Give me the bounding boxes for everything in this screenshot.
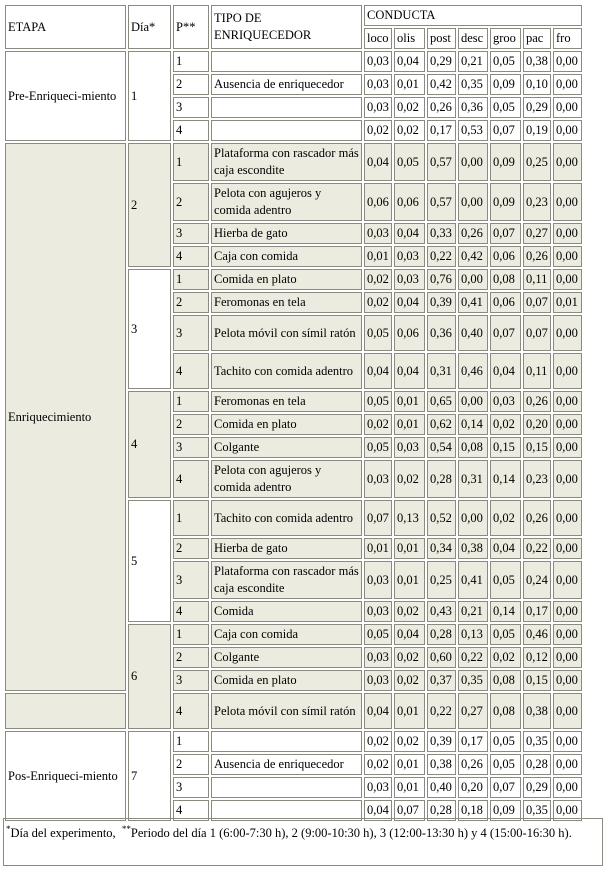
value-cell: 0,20 bbox=[458, 777, 488, 798]
period-cell: 4 bbox=[173, 800, 209, 821]
value-cell: 0,04 bbox=[394, 223, 425, 244]
value-cell: 0,04 bbox=[364, 353, 392, 389]
value-cell: 0,11 bbox=[523, 353, 551, 389]
value-cell: 0,22 bbox=[427, 693, 456, 729]
value-cell: 0,22 bbox=[458, 647, 488, 668]
value-cell: 0,00 bbox=[458, 269, 488, 290]
value-cell: 0,01 bbox=[394, 74, 425, 95]
value-cell: 0,01 bbox=[553, 292, 582, 313]
enrichment-cell: Plataforma con rascador más caja escondite bbox=[211, 143, 362, 181]
value-cell: 0,35 bbox=[523, 800, 551, 821]
header-col: pac bbox=[523, 28, 551, 49]
value-cell: 0,07 bbox=[394, 800, 425, 821]
day-cell: 4 bbox=[128, 391, 171, 498]
value-cell: 0,00 bbox=[553, 601, 582, 622]
header-etapa: ETAPA bbox=[5, 5, 126, 49]
value-cell: 0,00 bbox=[553, 414, 582, 435]
value-cell: 0,35 bbox=[523, 731, 551, 752]
value-cell: 0,08 bbox=[490, 269, 521, 290]
value-cell: 0,06 bbox=[490, 246, 521, 267]
period-cell: 4 bbox=[173, 693, 209, 729]
enrichment-cell bbox=[211, 120, 362, 141]
value-cell: 0,09 bbox=[490, 143, 521, 181]
value-cell: 0,57 bbox=[427, 143, 456, 181]
value-cell: 0,15 bbox=[490, 437, 521, 458]
value-cell: 0,05 bbox=[490, 731, 521, 752]
value-cell: 0,04 bbox=[364, 800, 392, 821]
header-col: groo bbox=[490, 28, 521, 49]
period-cell: 3 bbox=[173, 223, 209, 244]
period-cell: 3 bbox=[173, 97, 209, 118]
value-cell: 0,04 bbox=[490, 538, 521, 559]
period-cell: 4 bbox=[173, 246, 209, 267]
value-cell: 0,20 bbox=[523, 414, 551, 435]
value-cell: 0,09 bbox=[490, 800, 521, 821]
enrichment-cell: Caja con comida bbox=[211, 246, 362, 267]
value-cell: 0,28 bbox=[427, 800, 456, 821]
value-cell: 0,41 bbox=[458, 561, 488, 599]
value-cell: 0,10 bbox=[523, 74, 551, 95]
header-tipo: TIPO DE ENRIQUECEDOR bbox=[211, 5, 362, 49]
value-cell: 0,03 bbox=[364, 670, 392, 691]
value-cell: 0,31 bbox=[458, 460, 488, 498]
header-col: desc bbox=[458, 28, 488, 49]
enrichment-cell: Tachito con comida adentro bbox=[211, 500, 362, 536]
value-cell: 0,01 bbox=[394, 561, 425, 599]
value-cell: 0,02 bbox=[364, 120, 392, 141]
value-cell: 0,00 bbox=[553, 74, 582, 95]
value-cell: 0,02 bbox=[490, 647, 521, 668]
value-cell: 0,00 bbox=[553, 647, 582, 668]
value-cell: 0,29 bbox=[427, 51, 456, 72]
value-cell: 0,09 bbox=[490, 183, 521, 221]
value-cell: 0,00 bbox=[553, 183, 582, 221]
enrichment-cell: Pelota con agujeros y comida adentro bbox=[211, 183, 362, 221]
value-cell: 0,05 bbox=[364, 624, 392, 645]
value-cell: 0,17 bbox=[458, 731, 488, 752]
value-cell: 0,00 bbox=[553, 51, 582, 72]
value-cell: 0,29 bbox=[523, 97, 551, 118]
value-cell: 0,02 bbox=[394, 731, 425, 752]
value-cell: 0,14 bbox=[458, 414, 488, 435]
value-cell: 0,04 bbox=[394, 292, 425, 313]
value-cell: 0,06 bbox=[394, 183, 425, 221]
value-cell: 0,02 bbox=[394, 601, 425, 622]
enrichment-cell bbox=[211, 731, 362, 752]
value-cell: 0,01 bbox=[394, 693, 425, 729]
period-cell: 4 bbox=[173, 120, 209, 141]
value-cell: 0,03 bbox=[364, 561, 392, 599]
value-cell: 0,03 bbox=[490, 391, 521, 412]
enrichment-cell bbox=[211, 97, 362, 118]
value-cell: 0,14 bbox=[490, 460, 521, 498]
value-cell: 0,04 bbox=[394, 353, 425, 389]
value-cell: 0,28 bbox=[523, 754, 551, 775]
value-cell: 0,00 bbox=[553, 500, 582, 536]
value-cell: 0,02 bbox=[364, 731, 392, 752]
value-cell: 0,39 bbox=[427, 731, 456, 752]
value-cell: 0,13 bbox=[458, 624, 488, 645]
footnote-text: Día del experimento, bbox=[10, 826, 116, 841]
day-cell: 7 bbox=[128, 731, 171, 821]
enrichment-cell: Comida en plato bbox=[211, 414, 362, 435]
value-cell: 0,26 bbox=[458, 754, 488, 775]
value-cell: 0,26 bbox=[523, 246, 551, 267]
value-cell: 0,07 bbox=[490, 120, 521, 141]
value-cell: 0,53 bbox=[458, 120, 488, 141]
period-cell: 2 bbox=[173, 74, 209, 95]
period-cell: 3 bbox=[173, 315, 209, 351]
enrichment-cell bbox=[211, 777, 362, 798]
table-row bbox=[5, 51, 582, 72]
value-cell: 0,26 bbox=[523, 391, 551, 412]
value-cell: 0,31 bbox=[427, 353, 456, 389]
value-cell: 0,24 bbox=[523, 561, 551, 599]
value-cell: 0,28 bbox=[427, 460, 456, 498]
enrichment-cell: Comida en plato bbox=[211, 269, 362, 290]
period-cell: 1 bbox=[173, 500, 209, 536]
value-cell: 0,15 bbox=[523, 437, 551, 458]
value-cell: 0,00 bbox=[458, 391, 488, 412]
value-cell: 0,00 bbox=[553, 223, 582, 244]
period-cell: 4 bbox=[173, 460, 209, 498]
footnote-mark: * bbox=[6, 824, 11, 834]
period-cell: 2 bbox=[173, 183, 209, 221]
period-cell: 3 bbox=[173, 670, 209, 691]
value-cell: 0,40 bbox=[458, 315, 488, 351]
value-cell: 0,04 bbox=[394, 51, 425, 72]
footnote-text: Periodo del día 1 (6:00-7:30 h), 2 (9:00-10:30 h), 3 (12:00-13:30 h) y 4 (15:00-16:30 h). bbox=[130, 826, 572, 841]
value-cell: 0,12 bbox=[523, 647, 551, 668]
value-cell: 0,76 bbox=[427, 269, 456, 290]
value-cell: 0,00 bbox=[553, 315, 582, 351]
value-cell: 0,13 bbox=[394, 500, 425, 536]
header-col: loco bbox=[364, 28, 392, 49]
stage-cell bbox=[5, 693, 126, 729]
period-cell: 2 bbox=[173, 414, 209, 435]
enrichment-cell: Feromonas en tela bbox=[211, 292, 362, 313]
value-cell: 0,05 bbox=[490, 624, 521, 645]
value-cell: 0,00 bbox=[553, 391, 582, 412]
header-col: fro bbox=[553, 28, 582, 49]
value-cell: 0,40 bbox=[427, 777, 456, 798]
value-cell: 0,60 bbox=[427, 647, 456, 668]
value-cell: 0,03 bbox=[364, 460, 392, 498]
value-cell: 0,03 bbox=[364, 601, 392, 622]
value-cell: 0,65 bbox=[427, 391, 456, 412]
value-cell: 0,35 bbox=[458, 670, 488, 691]
enrichment-cell: Pelota móvil con símil ratón bbox=[211, 315, 362, 351]
value-cell: 0,35 bbox=[458, 74, 488, 95]
value-cell: 0,05 bbox=[490, 561, 521, 599]
enrichment-cell: Comida bbox=[211, 601, 362, 622]
period-cell: 1 bbox=[173, 269, 209, 290]
value-cell: 0,07 bbox=[490, 777, 521, 798]
value-cell: 0,09 bbox=[490, 74, 521, 95]
value-cell: 0,00 bbox=[553, 97, 582, 118]
value-cell: 0,00 bbox=[553, 460, 582, 498]
value-cell: 0,25 bbox=[427, 561, 456, 599]
value-cell: 0,03 bbox=[364, 223, 392, 244]
value-cell: 0,43 bbox=[427, 601, 456, 622]
value-cell: 0,14 bbox=[490, 601, 521, 622]
value-cell: 0,36 bbox=[458, 97, 488, 118]
value-cell: 0,05 bbox=[364, 437, 392, 458]
enrichment-cell: Pelota con agujeros y comida adentro bbox=[211, 460, 362, 498]
period-cell: 2 bbox=[173, 292, 209, 313]
value-cell: 0,00 bbox=[553, 624, 582, 645]
value-cell: 0,02 bbox=[364, 414, 392, 435]
enrichment-cell: Tachito con comida adentro bbox=[211, 353, 362, 389]
table-row bbox=[5, 693, 582, 729]
enrichment-cell: Colgante bbox=[211, 647, 362, 668]
period-cell: 3 bbox=[173, 561, 209, 599]
enrichment-cell: Caja con comida bbox=[211, 624, 362, 645]
value-cell: 0,02 bbox=[394, 120, 425, 141]
period-cell: 3 bbox=[173, 437, 209, 458]
value-cell: 0,22 bbox=[427, 246, 456, 267]
period-cell: 2 bbox=[173, 647, 209, 668]
value-cell: 0,00 bbox=[553, 120, 582, 141]
value-cell: 0,00 bbox=[553, 693, 582, 729]
value-cell: 0,00 bbox=[553, 800, 582, 821]
header-p: P** bbox=[173, 5, 209, 49]
value-cell: 0,00 bbox=[553, 670, 582, 691]
value-cell: 0,18 bbox=[458, 800, 488, 821]
value-cell: 0,03 bbox=[364, 74, 392, 95]
value-cell: 0,01 bbox=[394, 777, 425, 798]
day-cell: 3 bbox=[128, 269, 171, 389]
table-row bbox=[5, 143, 582, 181]
value-cell: 0,38 bbox=[427, 754, 456, 775]
enrichment-cell bbox=[211, 51, 362, 72]
value-cell: 0,11 bbox=[523, 269, 551, 290]
stage-cell: Enriquecimiento bbox=[5, 143, 126, 691]
value-cell: 0,29 bbox=[523, 777, 551, 798]
value-cell: 0,07 bbox=[523, 292, 551, 313]
enrichment-cell: Ausencia de enriquecedor bbox=[211, 74, 362, 95]
day-cell: 1 bbox=[128, 51, 171, 141]
value-cell: 0,42 bbox=[427, 74, 456, 95]
table-row bbox=[5, 731, 582, 752]
period-cell: 2 bbox=[173, 538, 209, 559]
value-cell: 0,46 bbox=[458, 353, 488, 389]
day-cell: 2 bbox=[128, 143, 171, 267]
enrichment-cell: Colgante bbox=[211, 437, 362, 458]
value-cell: 0,02 bbox=[364, 292, 392, 313]
table-body bbox=[5, 5, 582, 821]
enrichment-cell: Plataforma con rascador más caja escondite bbox=[211, 561, 362, 599]
value-cell: 0,03 bbox=[364, 647, 392, 668]
period-cell: 1 bbox=[173, 143, 209, 181]
value-cell: 0,57 bbox=[427, 183, 456, 221]
value-cell: 0,02 bbox=[490, 500, 521, 536]
value-cell: 0,17 bbox=[523, 601, 551, 622]
value-cell: 0,02 bbox=[490, 414, 521, 435]
value-cell: 0,27 bbox=[523, 223, 551, 244]
value-cell: 0,23 bbox=[523, 183, 551, 221]
period-cell: 1 bbox=[173, 624, 209, 645]
value-cell: 0,07 bbox=[364, 500, 392, 536]
period-cell: 1 bbox=[173, 731, 209, 752]
enrichment-cell: Comida en plato bbox=[211, 670, 362, 691]
value-cell: 0,08 bbox=[490, 670, 521, 691]
value-cell: 0,03 bbox=[394, 269, 425, 290]
period-cell: 1 bbox=[173, 51, 209, 72]
value-cell: 0,02 bbox=[364, 754, 392, 775]
enrichment-cell: Hierba de gato bbox=[211, 223, 362, 244]
value-cell: 0,00 bbox=[553, 269, 582, 290]
value-cell: 0,21 bbox=[458, 601, 488, 622]
value-cell: 0,15 bbox=[523, 670, 551, 691]
value-cell: 0,05 bbox=[490, 97, 521, 118]
value-cell: 0,05 bbox=[490, 754, 521, 775]
value-cell: 0,03 bbox=[394, 246, 425, 267]
value-cell: 0,41 bbox=[458, 292, 488, 313]
enrichment-cell: Hierba de gato bbox=[211, 538, 362, 559]
value-cell: 0,28 bbox=[427, 624, 456, 645]
value-cell: 0,05 bbox=[394, 143, 425, 181]
value-cell: 0,04 bbox=[364, 693, 392, 729]
value-cell: 0,00 bbox=[553, 754, 582, 775]
value-cell: 0,07 bbox=[490, 315, 521, 351]
value-cell: 0,00 bbox=[553, 437, 582, 458]
period-cell: 3 bbox=[173, 777, 209, 798]
value-cell: 0,38 bbox=[458, 538, 488, 559]
value-cell: 0,02 bbox=[394, 647, 425, 668]
period-cell: 4 bbox=[173, 353, 209, 389]
period-cell: 1 bbox=[173, 391, 209, 412]
value-cell: 0,04 bbox=[394, 624, 425, 645]
value-cell: 0,00 bbox=[553, 143, 582, 181]
value-cell: 0,22 bbox=[523, 538, 551, 559]
value-cell: 0,25 bbox=[523, 143, 551, 181]
value-cell: 0,42 bbox=[458, 246, 488, 267]
value-cell: 0,38 bbox=[523, 51, 551, 72]
stage-cell: Pos-Enriqueci-miento bbox=[5, 731, 126, 821]
value-cell: 0,03 bbox=[364, 97, 392, 118]
header-conducta: CONDUCTA bbox=[364, 5, 582, 26]
value-cell: 0,02 bbox=[394, 460, 425, 498]
value-cell: 0,04 bbox=[364, 143, 392, 181]
value-cell: 0,01 bbox=[394, 754, 425, 775]
enrichment-cell: Ausencia de enriquecedor bbox=[211, 754, 362, 775]
value-cell: 0,08 bbox=[490, 693, 521, 729]
value-cell: 0,52 bbox=[427, 500, 456, 536]
day-cell: 6 bbox=[128, 624, 171, 729]
enrichment-cell: Feromonas en tela bbox=[211, 391, 362, 412]
value-cell: 0,37 bbox=[427, 670, 456, 691]
value-cell: 0,33 bbox=[427, 223, 456, 244]
value-cell: 0,02 bbox=[394, 670, 425, 691]
value-cell: 0,01 bbox=[394, 538, 425, 559]
value-cell: 0,23 bbox=[523, 460, 551, 498]
value-cell: 0,07 bbox=[523, 315, 551, 351]
value-cell: 0,38 bbox=[523, 693, 551, 729]
value-cell: 0,03 bbox=[394, 437, 425, 458]
stage-cell: Pre-Enriqueci-miento bbox=[5, 51, 126, 141]
value-cell: 0,17 bbox=[427, 120, 456, 141]
value-cell: 0,06 bbox=[490, 292, 521, 313]
value-cell: 0,36 bbox=[427, 315, 456, 351]
value-cell: 0,01 bbox=[364, 246, 392, 267]
value-cell: 0,02 bbox=[394, 97, 425, 118]
value-cell: 0,54 bbox=[427, 437, 456, 458]
value-cell: 0,06 bbox=[364, 183, 392, 221]
value-cell: 0,34 bbox=[427, 538, 456, 559]
value-cell: 0,39 bbox=[427, 292, 456, 313]
value-cell: 0,01 bbox=[364, 538, 392, 559]
value-cell: 0,07 bbox=[490, 223, 521, 244]
value-cell: 0,08 bbox=[458, 437, 488, 458]
enrichment-cell: Pelota móvil con símil ratón bbox=[211, 693, 362, 729]
day-cell: 5 bbox=[128, 500, 171, 622]
period-cell: 4 bbox=[173, 601, 209, 622]
footnote bbox=[3, 818, 603, 866]
value-cell: 0,01 bbox=[394, 391, 425, 412]
value-cell: 0,26 bbox=[427, 97, 456, 118]
conduct-table bbox=[3, 3, 584, 823]
value-cell: 0,00 bbox=[553, 731, 582, 752]
value-cell: 0,06 bbox=[394, 315, 425, 351]
header-dia: Día* bbox=[128, 5, 171, 49]
value-cell: 0,04 bbox=[490, 353, 521, 389]
value-cell: 0,26 bbox=[458, 223, 488, 244]
value-cell: 0,00 bbox=[553, 353, 582, 389]
value-cell: 0,03 bbox=[364, 51, 392, 72]
value-cell: 0,03 bbox=[364, 777, 392, 798]
value-cell: 0,00 bbox=[553, 561, 582, 599]
value-cell: 0,00 bbox=[458, 183, 488, 221]
value-cell: 0,02 bbox=[364, 269, 392, 290]
value-cell: 0,00 bbox=[458, 500, 488, 536]
value-cell: 0,00 bbox=[458, 143, 488, 181]
footnote-mark: ** bbox=[121, 824, 131, 834]
period-cell: 2 bbox=[173, 754, 209, 775]
value-cell: 0,00 bbox=[553, 777, 582, 798]
value-cell: 0,00 bbox=[553, 538, 582, 559]
value-cell: 0,62 bbox=[427, 414, 456, 435]
value-cell: 0,21 bbox=[458, 51, 488, 72]
value-cell: 0,05 bbox=[364, 315, 392, 351]
value-cell: 0,05 bbox=[490, 51, 521, 72]
header-col: olis bbox=[394, 28, 425, 49]
header-col: post bbox=[427, 28, 456, 49]
value-cell: 0,19 bbox=[523, 120, 551, 141]
value-cell: 0,27 bbox=[458, 693, 488, 729]
value-cell: 0,26 bbox=[523, 500, 551, 536]
value-cell: 0,01 bbox=[394, 414, 425, 435]
value-cell: 0,00 bbox=[553, 246, 582, 267]
value-cell: 0,05 bbox=[364, 391, 392, 412]
value-cell: 0,46 bbox=[523, 624, 551, 645]
